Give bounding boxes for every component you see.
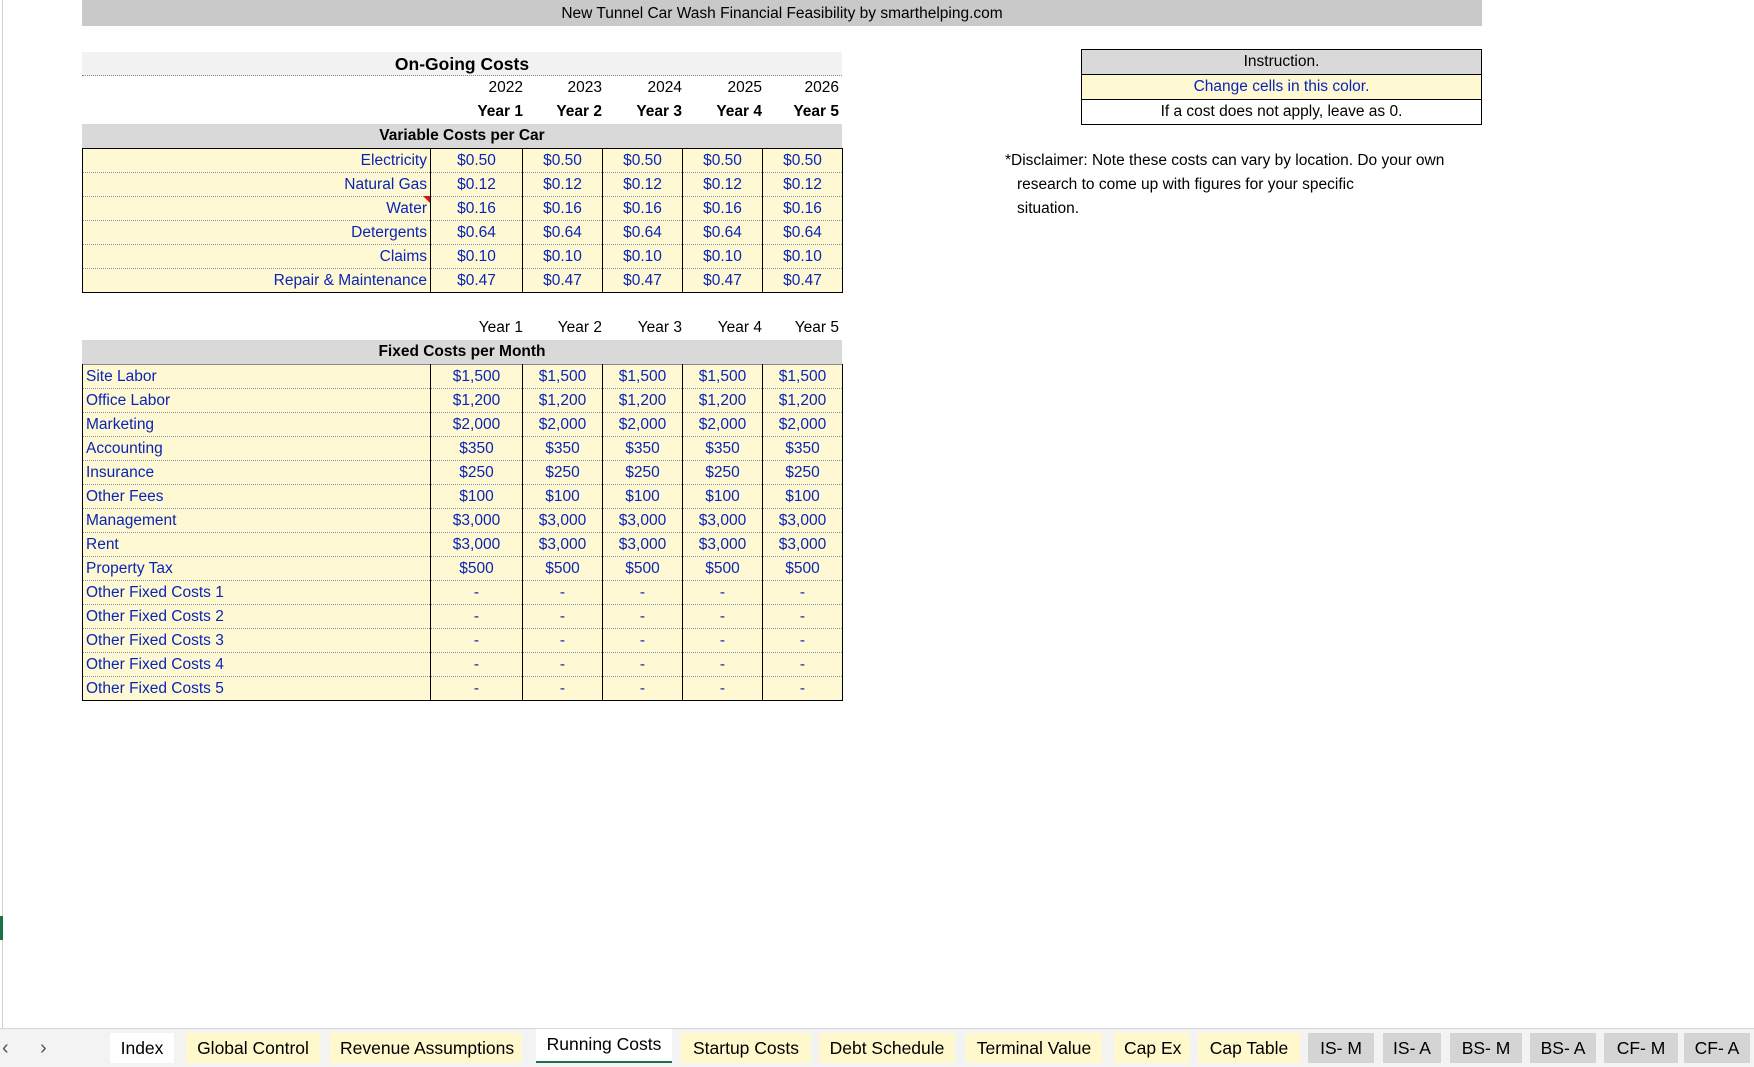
sheet-tab-debt-schedule[interactable]: Debt Schedule [819,1033,955,1063]
variable-cost-cell[interactable]: $0.47 [523,269,603,293]
fixed-cost-cell[interactable]: $1,500 [763,365,843,389]
year-label: Year 3 [636,103,682,120]
variable-cost-cell[interactable]: $0.50 [763,149,843,173]
fixed-cost-cell[interactable]: $3,000 [763,509,843,533]
variable-costs-header: Variable Costs per Car [82,124,842,148]
variable-cost-label[interactable]: Natural Gas [83,173,431,197]
fixed-cost-cell[interactable]: $350 [431,437,523,461]
variable-cost-cell[interactable]: $0.64 [523,221,603,245]
fixed-cost-cell[interactable]: $1,200 [523,389,603,413]
fixed-costs-header: Fixed Costs per Month [82,340,842,364]
sheet-tab-bs-m[interactable]: BS- M [1450,1033,1522,1063]
fixed-cost-cell[interactable]: - [603,653,683,677]
year-label: Year 5 [793,103,839,120]
fixed-cost-row [83,389,843,413]
fixed-cost-cell[interactable]: $3,000 [431,509,523,533]
fixed-cost-cell[interactable]: $3,000 [431,533,523,557]
fixed-cost-cell[interactable]: - [763,653,843,677]
variable-cost-row [83,245,843,269]
disclaimer-line-3: situation. [1017,200,1080,217]
variable-cost-label[interactable]: Claims [83,245,431,269]
variable-cost-cell[interactable]: $0.10 [603,245,683,269]
fixed-cost-label[interactable]: Other Fixed Costs 1 [83,581,431,605]
fixed-cost-cell[interactable]: - [523,605,603,629]
fixed-cost-cell[interactable]: - [683,605,763,629]
fixed-cost-cell[interactable]: $1,500 [523,365,603,389]
fixed-cost-cell[interactable]: $3,000 [683,509,763,533]
fixed-cost-row [83,509,843,533]
fixed-cost-cell[interactable]: - [683,677,763,701]
fixed-cost-cell[interactable]: - [431,605,523,629]
fixed-cost-label[interactable]: Other Fees [83,485,431,509]
year-labels-row [82,100,842,124]
variable-cost-cell[interactable]: $0.47 [431,269,523,293]
fixed-cost-label[interactable]: Site Labor [83,365,431,389]
fixed-cost-label[interactable]: Accounting [83,437,431,461]
sheet-tab-global-control[interactable]: Global Control [186,1033,320,1063]
year-cell: 2025 [727,79,762,96]
variable-cost-cell[interactable]: $0.47 [763,269,843,293]
variable-cost-label[interactable]: Electricity [83,149,431,173]
variable-cost-cell[interactable]: $0.16 [431,197,523,221]
fixed-cost-cell[interactable]: - [763,677,843,701]
fixed-cost-cell[interactable]: - [683,629,763,653]
variable-cost-cell[interactable]: $0.12 [523,173,603,197]
fixed-cost-cell[interactable]: - [523,677,603,701]
fixed-cost-cell[interactable]: $100 [523,485,603,509]
year-label: Year 1 [478,319,523,336]
fixed-cost-label[interactable]: Office Labor [83,389,431,413]
fixed-cost-cell[interactable]: - [603,605,683,629]
sheet-tab-cf-a[interactable]: CF- A [1684,1033,1750,1063]
fixed-cost-cell[interactable]: $3,000 [523,509,603,533]
fixed-cost-cell[interactable]: - [603,629,683,653]
fixed-cost-cell[interactable]: - [603,677,683,701]
variable-cost-cell[interactable]: $0.12 [683,173,763,197]
fixed-cost-row [83,581,843,605]
sheet-tab-is-m[interactable]: IS- M [1308,1033,1374,1063]
variable-cost-cell[interactable]: $0.10 [431,245,523,269]
fixed-cost-cell[interactable]: - [523,653,603,677]
instruction-box [1081,49,1482,125]
variable-cost-cell[interactable]: $0.12 [763,173,843,197]
variable-cost-cell[interactable]: $0.47 [683,269,763,293]
variable-cost-cell[interactable]: $0.16 [523,197,603,221]
fixed-cost-cell[interactable]: $2,000 [683,413,763,437]
sheet-tab-revenue-assumptions[interactable]: Revenue Assumptions [330,1033,522,1063]
fixed-cost-cell[interactable]: $250 [523,461,603,485]
fixed-cost-label[interactable]: Other Fixed Costs 5 [83,677,431,701]
year-label: Year 3 [637,319,682,336]
fixed-cost-label[interactable]: Insurance [83,461,431,485]
year-cell: 2023 [567,79,602,96]
fixed-cost-row [83,437,843,461]
fixed-cost-cell[interactable]: $3,000 [603,533,683,557]
instruction-color-hint: Change cells in this color. [1082,75,1481,100]
fixed-cost-cell[interactable]: $250 [763,461,843,485]
fixed-cost-cell[interactable]: - [763,629,843,653]
sheet-tab-cap-ex[interactable]: Cap Ex [1114,1033,1190,1063]
fixed-cost-cell[interactable]: - [431,677,523,701]
variable-cost-cell[interactable]: $0.16 [763,197,843,221]
variable-cost-cell[interactable]: $0.47 [603,269,683,293]
fixed-cost-row [83,629,843,653]
fixed-cost-cell[interactable]: - [763,581,843,605]
variable-costs-table [82,148,843,293]
fixed-cost-cell[interactable]: $1,500 [683,365,763,389]
fixed-cost-cell[interactable]: - [763,605,843,629]
year-label: Year 1 [477,103,523,120]
variable-cost-label[interactable]: Water [83,197,431,221]
fixed-cost-cell[interactable]: $2,000 [523,413,603,437]
sheet-tab-terminal-value[interactable]: Terminal Value [966,1033,1102,1063]
sheet-tab-index[interactable]: Index [110,1033,174,1063]
fixed-cost-cell[interactable]: $2,000 [431,413,523,437]
fixed-cost-cell[interactable]: $350 [763,437,843,461]
sheet-tab-cap-table[interactable]: Cap Table [1198,1033,1300,1063]
year-label: Year 4 [717,319,762,336]
fixed-cost-cell[interactable]: $1,200 [763,389,843,413]
sheet-tab-bar [0,1028,1754,1067]
scroll-tabs-left-icon[interactable]: ‹ [2,1037,9,1059]
sheet-tab-cf-m[interactable]: CF- M [1604,1033,1678,1063]
sheet-tab-is-a[interactable]: IS- A [1383,1033,1441,1063]
comment-indicator-icon[interactable] [423,196,430,203]
variable-cost-cell[interactable]: $0.16 [603,197,683,221]
fixed-cost-label[interactable]: Other Fixed Costs 2 [83,605,431,629]
sheet-tab-startup-costs[interactable]: Startup Costs [681,1033,811,1063]
fixed-cost-cell[interactable]: $1,500 [431,365,523,389]
fixed-cost-cell[interactable]: $500 [603,557,683,581]
fixed-cost-cell[interactable]: $2,000 [763,413,843,437]
fixed-cost-cell[interactable]: $250 [431,461,523,485]
fixed-cost-row [83,677,843,701]
instruction-note: If a cost does not apply, leave as 0. [1160,103,1403,120]
fixed-cost-label[interactable]: Other Fixed Costs 3 [83,629,431,653]
disclaimer-line-1: *Disclaimer: Note these costs can vary by location. Do your own [1005,152,1445,169]
fixed-cost-cell[interactable]: $1,200 [683,389,763,413]
fixed-cost-cell[interactable]: $100 [431,485,523,509]
disclaimer-line-2: research to come up with figures for your specific [1017,176,1354,193]
year-label: Year 2 [557,319,602,336]
variable-cost-cell[interactable]: $0.12 [603,173,683,197]
variable-cost-row [83,149,843,173]
fixed-cost-cell[interactable]: $350 [683,437,763,461]
fixed-cost-cell[interactable]: $500 [431,557,523,581]
fixed-cost-cell[interactable]: $3,000 [523,533,603,557]
variable-cost-row [83,221,843,245]
fixed-cost-cell[interactable]: - [431,653,523,677]
fixed-cost-cell[interactable]: $3,000 [763,533,843,557]
variable-cost-cell[interactable]: $0.16 [683,197,763,221]
fixed-year-labels-row [82,316,842,340]
fixed-cost-cell[interactable]: $500 [683,557,763,581]
variable-cost-row [83,269,843,293]
row-header-edge [0,0,3,1028]
fixed-cost-row [83,365,843,389]
scroll-tabs-right-icon[interactable]: › [40,1037,47,1059]
fixed-cost-cell[interactable]: $250 [683,461,763,485]
sheet-title: New Tunnel Car Wash Financial Feasibility by smarthelping.com [82,0,1482,26]
fixed-cost-label[interactable]: Other Fixed Costs 4 [83,653,431,677]
year-cell: 2022 [488,79,523,96]
variable-cost-cell[interactable]: $0.64 [603,221,683,245]
year-label: Year 5 [794,319,839,336]
year-label: Year 4 [716,103,762,120]
fixed-cost-cell[interactable]: $350 [523,437,603,461]
fixed-cost-cell[interactable]: $1,200 [431,389,523,413]
variable-cost-cell[interactable]: $0.10 [523,245,603,269]
fixed-cost-cell[interactable]: $1,500 [603,365,683,389]
fixed-cost-row [83,485,843,509]
fixed-cost-cell[interactable]: - [683,653,763,677]
fixed-cost-cell[interactable]: - [683,581,763,605]
fixed-cost-cell[interactable]: $350 [603,437,683,461]
instruction-title: Instruction. [1082,50,1481,75]
fixed-cost-row [83,605,843,629]
variable-cost-cell[interactable]: $0.64 [763,221,843,245]
fixed-cost-cell[interactable]: $100 [683,485,763,509]
fixed-cost-cell[interactable]: - [523,629,603,653]
fixed-cost-label[interactable]: Property Tax [83,557,431,581]
year-cell: 2024 [647,79,682,96]
variable-cost-label[interactable]: Detergents [83,221,431,245]
variable-cost-cell[interactable]: $0.10 [763,245,843,269]
fixed-cost-row [83,461,843,485]
fixed-cost-cell[interactable]: - [603,581,683,605]
variable-cost-cell[interactable]: $0.50 [523,149,603,173]
variable-cost-row [83,197,843,221]
fixed-cost-label[interactable]: Marketing [83,413,431,437]
fixed-cost-cell[interactable]: $1,200 [603,389,683,413]
fixed-cost-cell[interactable]: $250 [603,461,683,485]
year-label: Year 2 [556,103,602,120]
sheet-tab-running-costs[interactable]: Running Costs [536,1029,672,1063]
variable-cost-cell[interactable]: $0.50 [603,149,683,173]
fixed-cost-cell[interactable]: $100 [763,485,843,509]
fixed-cost-cell[interactable]: - [431,629,523,653]
fixed-cost-cell[interactable]: - [431,581,523,605]
variable-cost-row [83,173,843,197]
year-cell: 2026 [804,79,839,96]
sheet-tab-bs-a[interactable]: BS- A [1530,1033,1596,1063]
fixed-cost-row [83,557,843,581]
selected-row-marker [0,916,3,940]
variable-cost-cell[interactable]: $0.64 [431,221,523,245]
variable-cost-cell[interactable]: $0.64 [683,221,763,245]
ongoing-costs-title: On-Going Costs [82,52,842,76]
variable-cost-cell[interactable]: $0.50 [431,149,523,173]
fixed-cost-cell[interactable]: $100 [603,485,683,509]
fixed-cost-row [83,653,843,677]
fixed-cost-row [83,533,843,557]
fixed-cost-cell[interactable]: $500 [763,557,843,581]
fixed-cost-row [83,413,843,437]
fixed-cost-label[interactable]: Management [83,509,431,533]
variable-cost-cell[interactable]: $0.10 [683,245,763,269]
fixed-cost-cell[interactable]: - [523,581,603,605]
fixed-cost-cell[interactable]: $3,000 [683,533,763,557]
fixed-cost-cell[interactable]: $2,000 [603,413,683,437]
variable-cost-cell[interactable]: $0.50 [683,149,763,173]
fixed-cost-label[interactable]: Rent [83,533,431,557]
fixed-cost-cell[interactable]: $3,000 [603,509,683,533]
fixed-costs-table [82,364,843,701]
years-row [82,76,842,100]
fixed-cost-cell[interactable]: $500 [523,557,603,581]
variable-cost-label[interactable]: Repair & Maintenance [83,269,431,293]
variable-cost-cell[interactable]: $0.12 [431,173,523,197]
